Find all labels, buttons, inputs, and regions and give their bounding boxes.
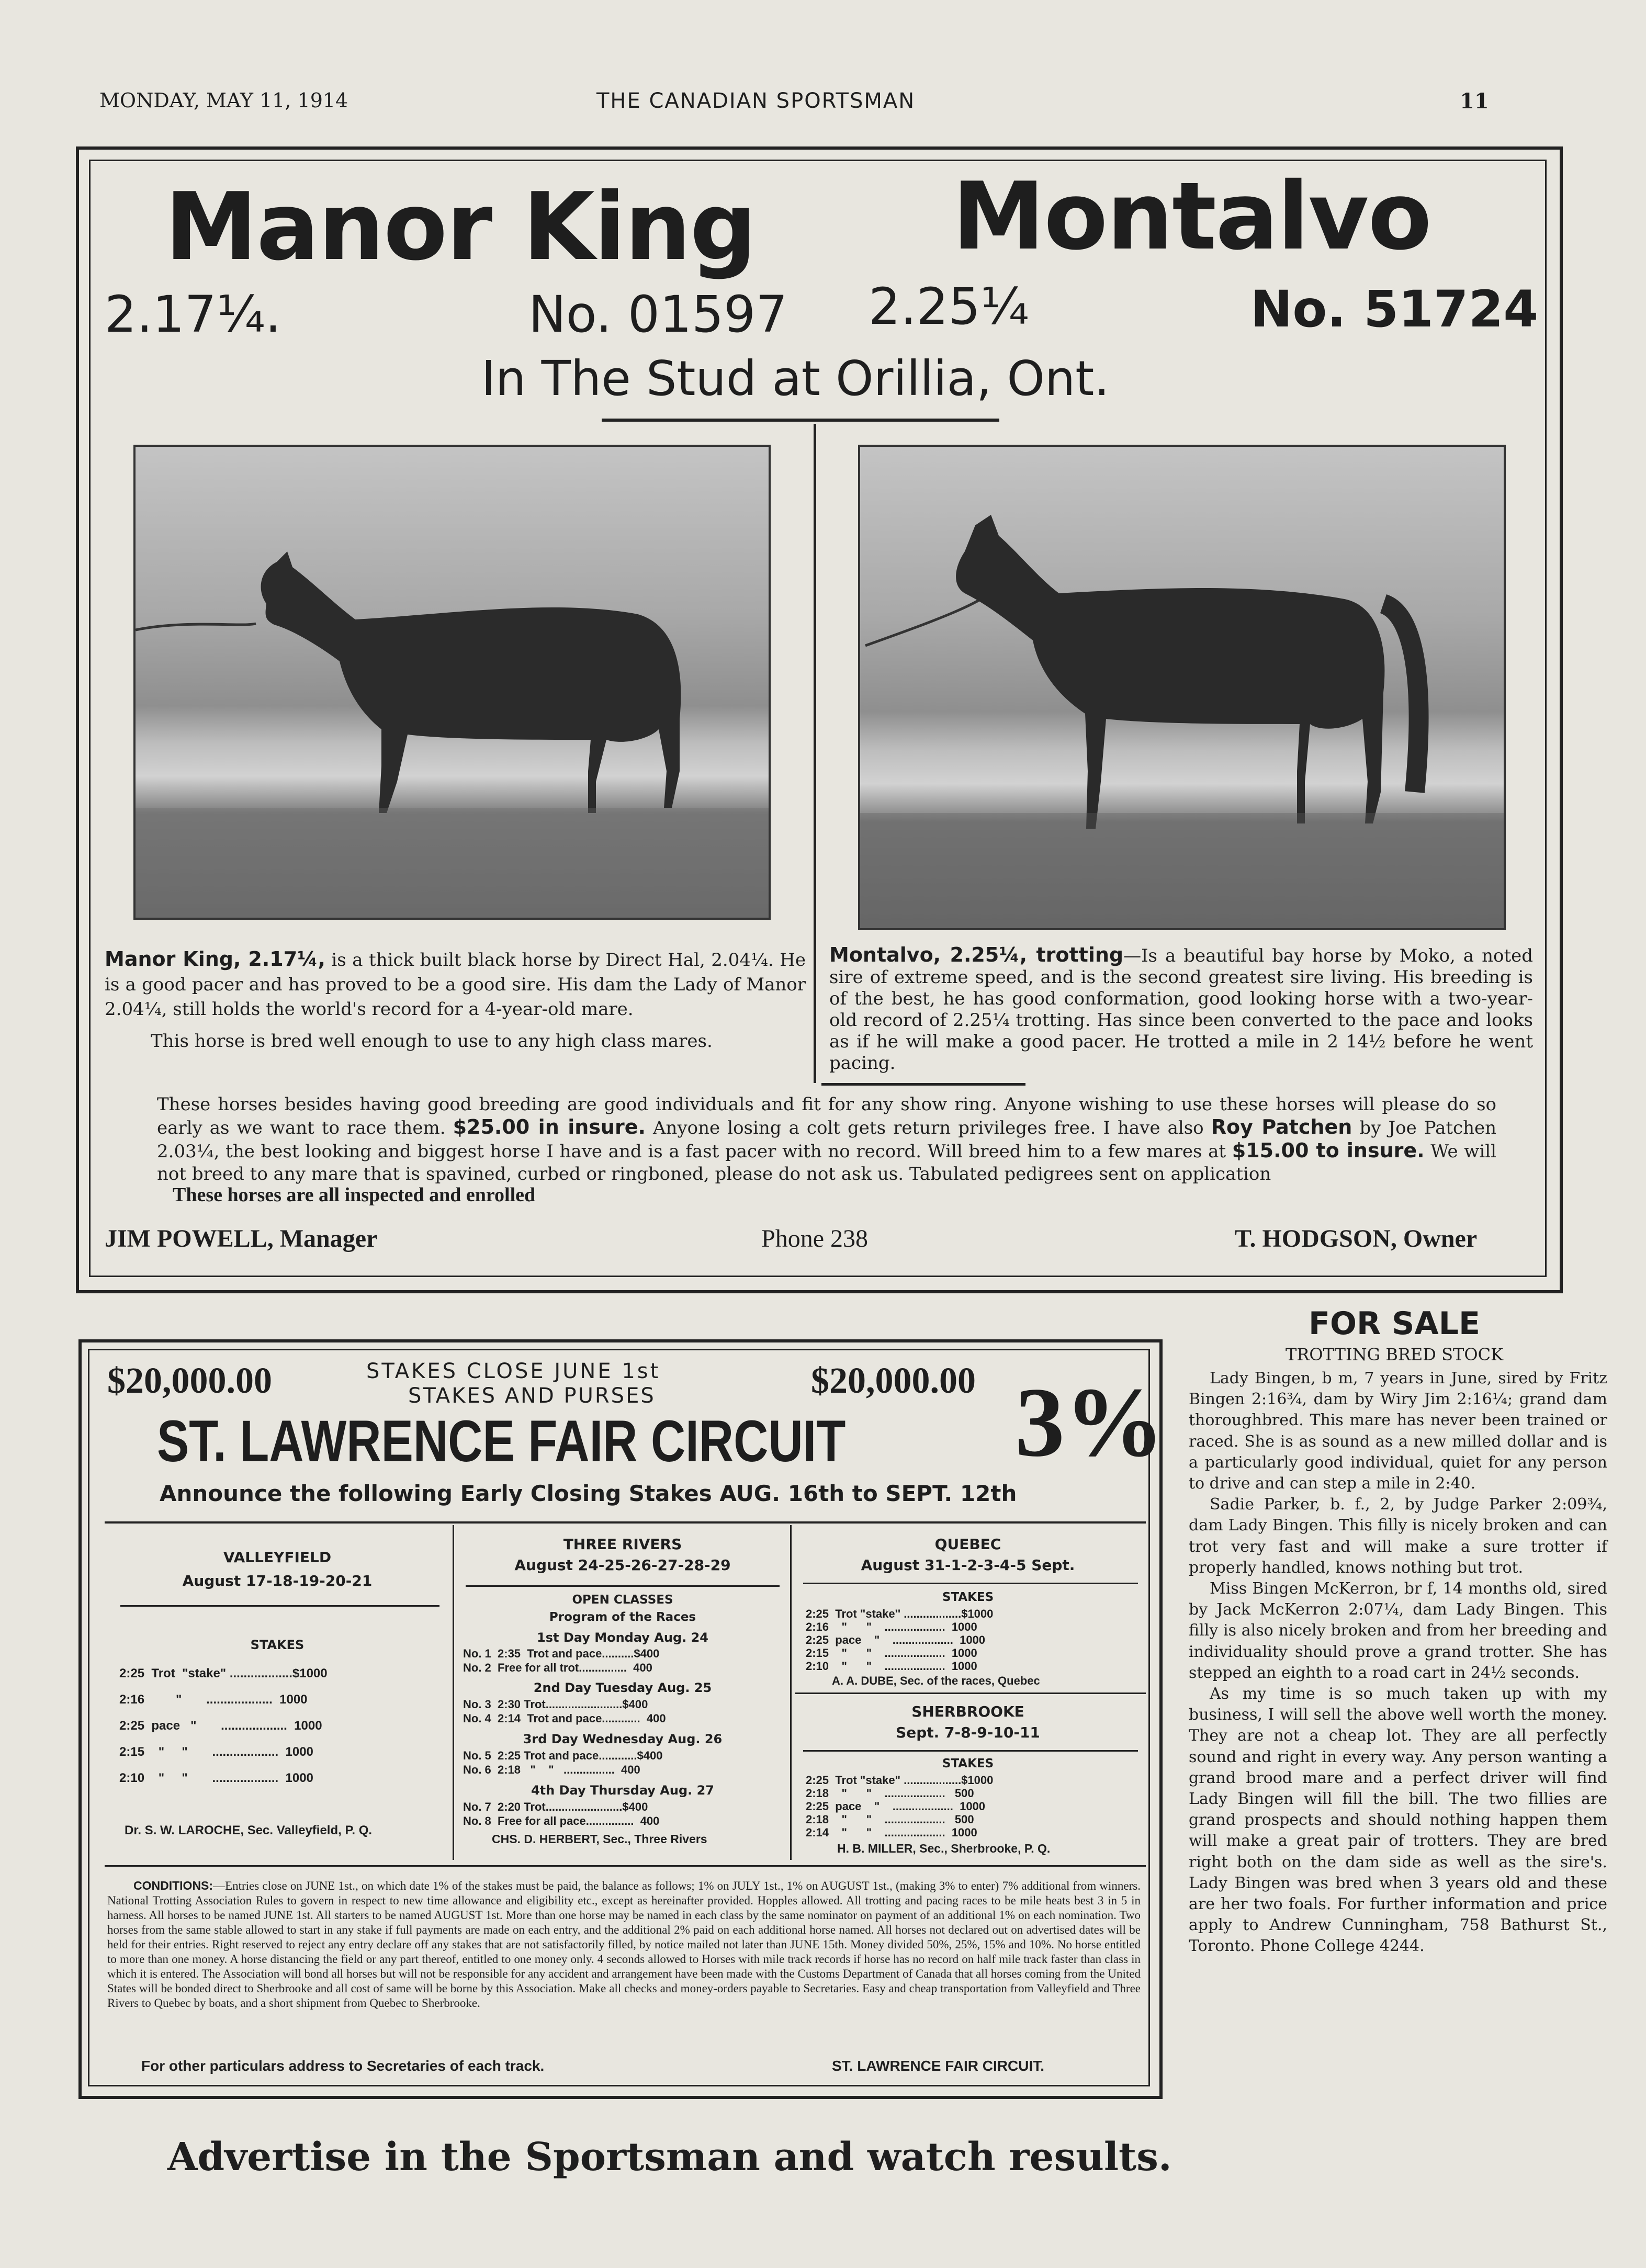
three-rivers-dates: August 24-25-26-27-28-29 (514, 1556, 731, 1574)
desc-divider (821, 1083, 1025, 1086)
sherbrooke-name: SHERBROOKE (911, 1703, 1024, 1720)
quebec-row: 2:16 " " ................... 1000 (806, 1620, 977, 1633)
race-row: No. 5 2:25 Trot and pace............$400 (463, 1749, 663, 1762)
for-sale-subtitle: TROTTING BRED STOCK (1285, 1345, 1503, 1364)
percent-badge: 3% (1015, 1368, 1164, 1477)
race-row: No. 7 2:20 Trot........................$400 (463, 1800, 648, 1813)
horse1-number: No. 01597 (528, 285, 788, 344)
announce-line: Announce the following Early Closing Stakes AUG. 16th to SEPT. 12th (160, 1481, 1017, 1506)
valleyfield-dates: August 17-18-19-20-21 (182, 1572, 373, 1589)
for-sale-body (1189, 1368, 1607, 1957)
quebec-stakes-label: STAKES (942, 1590, 994, 1604)
stud-terms (157, 1093, 1496, 1186)
advertise-slogan: Advertise in the Sportsman and watch results. (167, 2135, 1172, 2180)
valleyfield-row: 2:15 " " ................... 1000 (119, 1745, 313, 1759)
owner: T. HODGSON, Owner (1235, 1225, 1478, 1253)
quebec-bottom-rule (795, 1692, 1146, 1694)
valleyfield-row: 2:10 " " ................... 1000 (119, 1771, 313, 1785)
circuit-footer-left: For other particulars address to Secretaries of each track. (141, 2058, 545, 2074)
phone: Phone 238 (761, 1225, 868, 1253)
quebec-secretary: A. A. DUBE, Sec. of the races, Quebec (832, 1674, 1040, 1687)
horse-silhouette-icon (136, 447, 769, 918)
for-sale-paragraph: Miss Bingen McKerron, br f, 14 months old, sired by Jack McKerron 2:07¼, dam Lady Bingen. This filly is also nicely broken and from her breeding and individuality should prove a grand trotter. She has stepped an eighth to a road cart in 24½ seconds. (1189, 1579, 1607, 1682)
manor-king-desc-lead: Manor King, 2.17¼, (105, 947, 325, 971)
conditions-text (107, 1878, 1141, 2011)
quebec-row: 2:10 " " ................... 1000 (806, 1660, 977, 1673)
valleyfield-row: 2:16 " ................... 1000 (119, 1692, 308, 1707)
stud-terms-1: These horses besides having good breeding are good individuals and fit for any show ring. Anyone wishing to use these horses will please do so early as we want to race them. (157, 1094, 1496, 1138)
three-rivers-rule (466, 1585, 780, 1587)
day-heading: 3rd Day Wednesday Aug. 26 (523, 1732, 723, 1746)
valleyfield-stakes-label: STAKES (250, 1638, 305, 1652)
race-row: No. 3 2:30 Trot........................$400 (463, 1698, 648, 1711)
race-row: No. 1 2:35 Trot and pace..........$400 (463, 1647, 660, 1660)
quebec-rule (803, 1583, 1138, 1584)
three-rivers-secretary: CHS. D. HERBERT, Sec., Three Rivers (492, 1832, 707, 1846)
column-divider-1 (453, 1525, 454, 1860)
manor-king-desc-note: This horse is bred well enough to use to any high class mares. (151, 1031, 713, 1052)
circuit-bottom-rule (105, 1865, 1146, 1867)
stakes-close: STAKES CLOSE JUNE 1st (366, 1359, 661, 1383)
montalvo-desc-body: —Is a beautiful bay horse by Moko, a noted sire of extreme speed, and is the second greatest sire living. His breeding is of the best, he has good conformation, good looking horse with a two-year-old record of 2.25¼ trotting. Has since been converted to the pace and looks as if he will make a good pacer. He trotted a mile in 2 14½ before he went pacing. (829, 945, 1533, 1074)
for-sale-paragraph: Lady Bingen, b m, 7 years in June, sired by Fritz Bingen 2:16¾, dam by Wiry Jim 2:16¼; grand dam thoroughbred. This mare has never been trained or raced. She is as sound as a new milled dollar and is a particularly good individual, quiet for any person to drive and can step a mile in 2:40. (1189, 1369, 1607, 1493)
program-label: Program of the Races (549, 1610, 696, 1624)
manor-king-photo (133, 445, 771, 920)
conditions-label: CONDITIONS: (133, 1879, 213, 1892)
horse2-number: No. 51724 (1250, 280, 1539, 338)
title-divider (602, 419, 999, 422)
conditions-body: —Entries close on JUNE 1st., on which date 1% of the stakes must be paid, the balance as follows; 1% on JULY 1st., 1% on AUGUST 1st., (making 3% to enter) 7% additional from winners. National Trotting Association Rules to govern in respect to new time allowance and eligibility etc., except as hereinafter provided. Hopples allowed. All trotting and pacing races to be mile heats best 3 in 5 in harness. All horses to be named JUNE 1st. All starters to be named AUGUST 1st. More than one horse may be named in each class by the same nominator on payment of an additional 1% on each nomination. Two horses from the same stable allowed to start in any stake if full payments are made on each entry, and the additional 2% paid on each additional horse named. All horses not declared out on advertised dates will be held for their entries. Right reserved to reject any entry declare off any stakes that are not satisfactorily filled, by notice mailed not later than JUNE 15th. Money divided 50%, 25%, 15% and 10%. No horse entitled to more than one money. A horse distancing the field or any part thereof, entitled to one money only. 4 seconds allowed to Horses with mile track records if horse has no record on half mile track faster than class in which it is entered. The Association will bond all horses but will not be responsible for any accident and arrangement have been made with the Customs Department of Canada that all horses coming from the United States will be bonded direct to Sherbrooke and all cost of same will be borne by this Association. Make all checks and money-orders payable to Secretaries. Easy and cheap transportation from Valleyfield and Three Rivers to Quebec by boats, and a short shipment from Quebec to Sherbrooke. (107, 1879, 1141, 2010)
montalvo-description (829, 944, 1533, 1074)
quebec-name: QUEBEC (934, 1536, 1001, 1553)
stud-location: In The Stud at Orillia, Ont. (481, 351, 1110, 407)
page-header (99, 89, 1512, 131)
stud-fee-2: $15.00 to insure. (1232, 1139, 1425, 1162)
day-heading: 2nd Day Tuesday Aug. 25 (533, 1680, 712, 1695)
stud-fee: $25.00 in insure. (453, 1115, 646, 1138)
sherbrooke-row: 2:18 " " ................... 500 (806, 1787, 974, 1800)
race-row: No. 6 2:18 " " ................ 400 (463, 1763, 640, 1776)
valleyfield-secretary: Dr. S. W. LAROCHE, Sec. Valleyfield, P. Q. (125, 1823, 373, 1837)
for-sale-paragraph: Sadie Parker, b. f., 2, by Judge Parker 2:09¾, dam Lady Bingen. This filly is nicely broken and can trot very fast and will make a sure trotter if properly handled, knows nothing but trot. (1189, 1495, 1607, 1577)
sherbrooke-row: 2:18 " " ................... 500 (806, 1813, 974, 1826)
inspected-note: These horses are all inspected and enrolled (173, 1184, 536, 1206)
open-classes: OPEN CLASSES (572, 1593, 673, 1607)
valleyfield-name: VALLEYFIELD (223, 1549, 332, 1566)
quebec-row: 2:25 pace " ................... 1000 (806, 1633, 986, 1646)
sherbrooke-row: 2:25 Trot "stake" ..................$1000 (806, 1774, 994, 1787)
sherbrooke-row: 2:14 " " ................... 1000 (806, 1826, 977, 1839)
montalvo-desc-lead: Montalvo, 2.25¼, trotting (829, 943, 1124, 966)
sherbrooke-dates: Sept. 7-8-9-10-11 (896, 1724, 1040, 1741)
stakes-purses: STAKES AND PURSES (408, 1384, 656, 1408)
circuit-top-rule (105, 1521, 1146, 1524)
race-row: No. 8 Free for all pace............... 400 (463, 1814, 660, 1827)
montalvo-photo (858, 445, 1506, 930)
quebec-dates: August 31-1-2-3-4-5 Sept. (861, 1556, 1075, 1574)
circuit-footer-right: ST. LAWRENCE FAIR CIRCUIT. (832, 2058, 1045, 2074)
valleyfield-rule (120, 1605, 439, 1607)
sherbrooke-secretary: H. B. MILLER, Sec., Sherbrooke, P. Q. (837, 1842, 1051, 1855)
day-heading: 1st Day Monday Aug. 24 (537, 1630, 708, 1645)
circuit-title: ST. LAWRENCE FAIR CIRCUIT (157, 1408, 846, 1474)
for-sale-title: FOR SALE (1309, 1305, 1480, 1342)
valleyfield-row: 2:25 pace " ................... 1000 (119, 1719, 322, 1733)
day-heading: 4th Day Thursday Aug. 27 (531, 1783, 714, 1798)
amount-right: $20,000.00 (811, 1361, 976, 1401)
center-divider (814, 424, 816, 1083)
horse1-record: 2.17¼. (105, 285, 281, 344)
manor-king-desc-body: is a thick built black horse by Direct Hal, 2.04¼. He is a good pacer and has proved to be a good sire. His dam the Lady of Manor 2.04¼, still holds the world's record for a 4-year-old mare. (105, 950, 806, 1020)
sherbrooke-stakes-label: STAKES (942, 1757, 994, 1770)
horse1-name: Manor King (165, 173, 756, 281)
issue-date: MONDAY, MAY 11, 1914 (99, 89, 348, 112)
horse2-name: Montalvo (952, 162, 1431, 270)
quebec-row: 2:15 " " ................... 1000 (806, 1646, 977, 1660)
sherbrooke-row: 2:25 pace " ................... 1000 (806, 1800, 986, 1813)
race-row: No. 4 2:14 Trot and pace............ 400 (463, 1712, 666, 1725)
column-divider-2 (790, 1525, 792, 1860)
three-rivers-name: THREE RIVERS (563, 1536, 682, 1553)
page-number: 11 (1460, 89, 1489, 114)
for-sale-paragraph: As my time is so much taken up with my business, I will sell the above well worth the money. They are not a cheap lot. They are all perfectly sound and right in every way. Any person wanting a grand brood mare and a perfect driver will find Lady Bingen will fill the bill. The two fillies are grand prospects and should nothing happen them will make a great pair of trotters. They are bred right both on the dam side as well as the sire's. Lady Bingen was bred when 3 years old and these are her two foals. For further information and price apply to Andrew Cunningham, 758 Bathurst St., Toronto. Phone College 4244. (1189, 1685, 1607, 1956)
horse2-record: 2.25¼ (869, 277, 1029, 336)
quebec-row: 2:25 Trot "stake'' ..................$1000 (806, 1607, 994, 1620)
manor-king-description (105, 947, 806, 1054)
valleyfield-row: 2:25 Trot "stake" ..................$1000 (119, 1666, 328, 1680)
horse-silhouette-icon (860, 447, 1504, 928)
stud-terms-4: We will not breed to any mare that is spavined, curbed or ringboned, please do not ask us. Tabulated pedigrees sent on application (157, 1141, 1496, 1184)
stud-terms-3: by Joe Patchen 2.03¼, the best looking and biggest horse I have and is a fast pacer with no record. Will breed him to a few mares at (157, 1118, 1496, 1162)
sherbrooke-rule (803, 1750, 1138, 1752)
publication-title: THE CANADIAN SPORTSMAN (596, 89, 916, 113)
amount-left: $20,000.00 (107, 1361, 272, 1401)
roy-patchen: Roy Patchen (1211, 1115, 1352, 1138)
race-row: No. 2 Free for all trot............... 400 (463, 1661, 652, 1674)
manager: JIM POWELL, Manager (105, 1225, 378, 1253)
stud-terms-2: Anyone losing a colt gets return privileges free. I have also (653, 1118, 1204, 1138)
